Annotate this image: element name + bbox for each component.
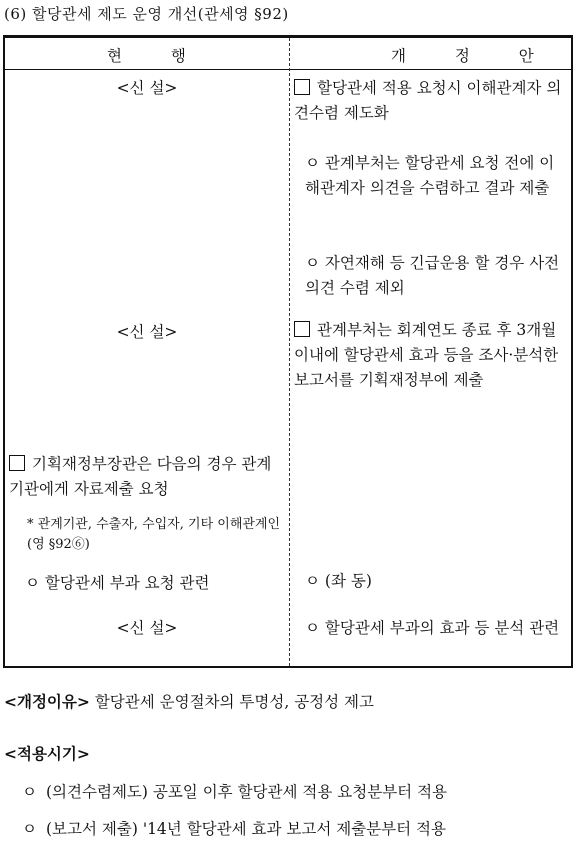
checkbox-icon bbox=[294, 79, 310, 95]
current-item-1 bbox=[9, 452, 285, 502]
timing-line-1-text: (의견수렴제도) 공포일 이후 할당관세 적용 요청분부터 적용 bbox=[46, 783, 448, 801]
reason-text: 할당관세 운영절차의 투명성, 공정성 제고 bbox=[94, 693, 374, 711]
timing-label: <적용시기> bbox=[4, 745, 90, 763]
section-title: (6) 할당관세 제도 운영 개선(관세영 §92) bbox=[4, 5, 289, 23]
current-new-1: <신 설> bbox=[116, 79, 178, 97]
revised-item-1 bbox=[294, 76, 568, 126]
revised-item-1-text: 할당관세 적용 요청시 이해관계자 의견수렴 제도화 bbox=[294, 79, 562, 122]
timing-line-2-text: (보고서 제출) '14년 할당관세 효과 보고서 제출분부터 적용 bbox=[46, 820, 446, 838]
revised-same: ㅇ (좌 동) bbox=[305, 572, 372, 590]
bullet-icon: ㅇ bbox=[22, 820, 37, 838]
checkbox-icon bbox=[294, 321, 310, 337]
column-divider bbox=[289, 38, 290, 666]
reason-label: <개정이유> bbox=[4, 693, 90, 711]
comparison-table bbox=[3, 35, 573, 668]
revised-sub-1: ㅇ 관계부처는 할당관세 요청 전에 이해관계자 의견을 수렴하고 결과 제출 bbox=[305, 154, 555, 197]
revised-item-2-text: 관계부처는 회계연도 종료 후 3개월 이내에 할당관세 효과 등을 조사·분석한 보고서를 기획재정부에 제출 bbox=[294, 321, 559, 389]
bullet-icon: ㅇ bbox=[22, 783, 37, 801]
table-header bbox=[5, 38, 571, 70]
current-note: * 관계기관, 수출자, 수입자, 기타 이해관계인(영 §92⑥) bbox=[27, 517, 281, 552]
current-new-2: <신 설> bbox=[116, 323, 178, 341]
revised-item-2 bbox=[294, 318, 568, 393]
timing-line-1 bbox=[22, 780, 578, 802]
reason bbox=[4, 690, 574, 712]
current-new-3: <신 설> bbox=[116, 619, 178, 637]
checkbox-icon bbox=[9, 455, 25, 471]
current-item-1-text: 기획재정부장관은 다음의 경우 관계기관에게 자료제출 요청 bbox=[9, 455, 272, 498]
revised-sub-3: ㅇ 할당관세 부과의 효과 등 분석 관련 bbox=[305, 619, 560, 637]
header-current: 현 행 bbox=[107, 47, 208, 65]
timing-line-2 bbox=[22, 817, 578, 839]
header-revised: 개 정 안 bbox=[391, 47, 556, 65]
current-sub-1: ㅇ 할당관세 부과 요청 관련 bbox=[25, 574, 210, 592]
revised-sub-2: ㅇ 자연재해 등 긴급운용 할 경우 사전의견 수렴 제외 bbox=[305, 254, 560, 297]
